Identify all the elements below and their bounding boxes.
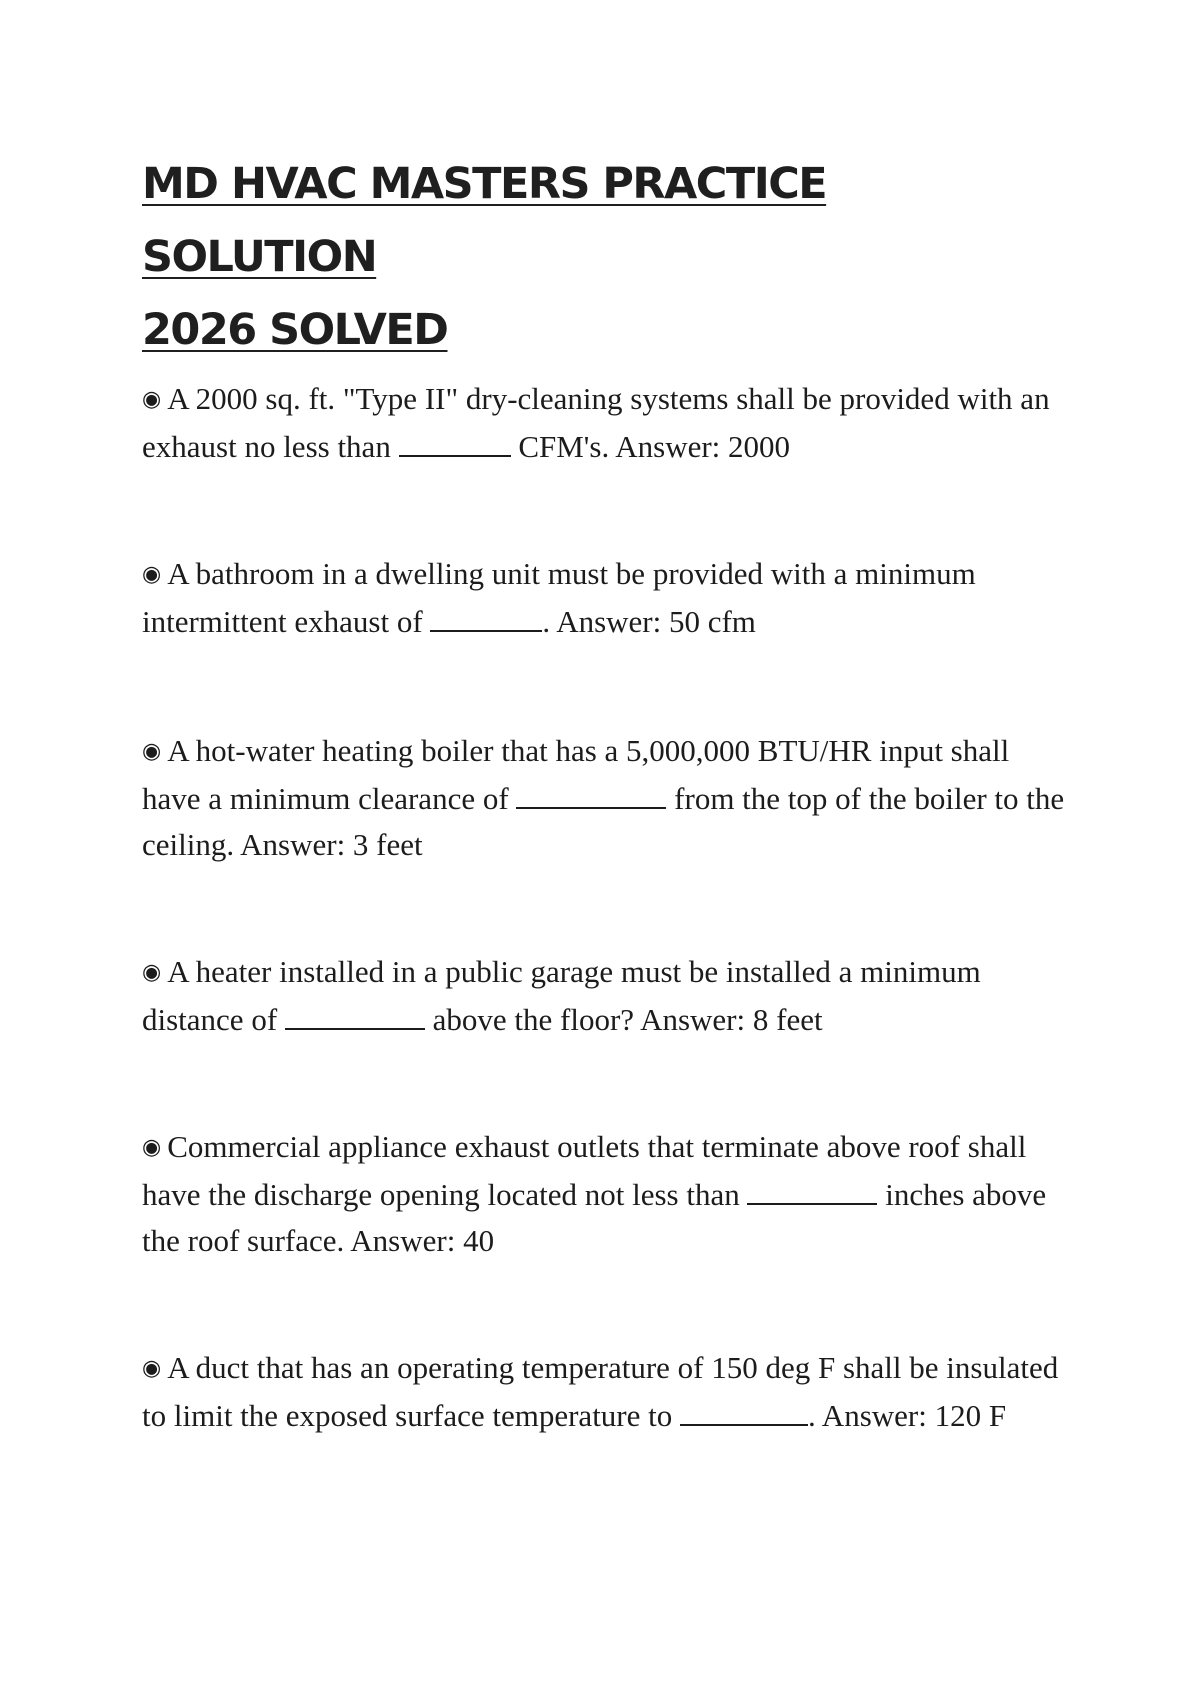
answer-blank [285,1000,425,1030]
document-title [142,148,1042,367]
question-5 [142,1124,1067,1265]
question-1-answer: CFM's. Answer: 2000 [510,428,791,464]
bullet-icon: ◉ [142,960,162,985]
question-1-text: A 2000 sq. ft. "Type II" dry-cleaning systems shall be provided with an exhaust no less than [142,381,1050,464]
title-line-2: 2026 SOLVED [142,305,448,355]
answer-blank [680,1396,808,1426]
question-6 [142,1345,1067,1439]
question-5-text: Commercial appliance exhaust outlets that terminate above roof shall have the discharge opening located not less than [142,1129,1027,1212]
answer-blank [747,1175,877,1205]
bullet-icon: ◉ [142,739,162,764]
question-4-text: A heater installed in a public garage must be installed a minimum distance of [142,954,981,1037]
bullet-icon: ◉ [142,1356,162,1381]
question-6-answer: . Answer: 120 F [808,1397,1007,1433]
bullet-icon: ◉ [142,562,162,587]
answer-blank [430,602,542,632]
question-3-text: A hot-water heating boiler that has a 5,000,000 BTU/HR input shall have a minimum clearance of [142,733,1010,816]
question-4 [142,949,1067,1043]
question-4-answer: above the floor? Answer: 8 feet [424,1001,823,1037]
question-2-text: A bathroom in a dwelling unit must be provided with a minimum intermittent exhaust of [142,556,976,639]
question-2 [142,551,1067,645]
question-2-answer: . Answer: 50 cfm [542,603,756,639]
title-line-1: MD HVAC MASTERS PRACTICE SOLUTION [142,159,827,282]
question-5-answer: inches above the roof surface. Answer: 40 [142,1176,1047,1258]
bullet-icon: ◉ [142,387,162,412]
answer-blank [399,427,511,457]
answer-blank [516,779,666,809]
question-6-text: A duct that has an operating temperature of 150 deg F shall be insulated to limit the exposed surface temperature to [142,1350,1059,1433]
bullet-icon: ◉ [142,1135,162,1160]
question-1 [142,376,1067,470]
question-3-answer: from the top of the boiler to the ceiling. Answer: 3 feet [142,780,1065,862]
question-3 [142,728,1067,869]
